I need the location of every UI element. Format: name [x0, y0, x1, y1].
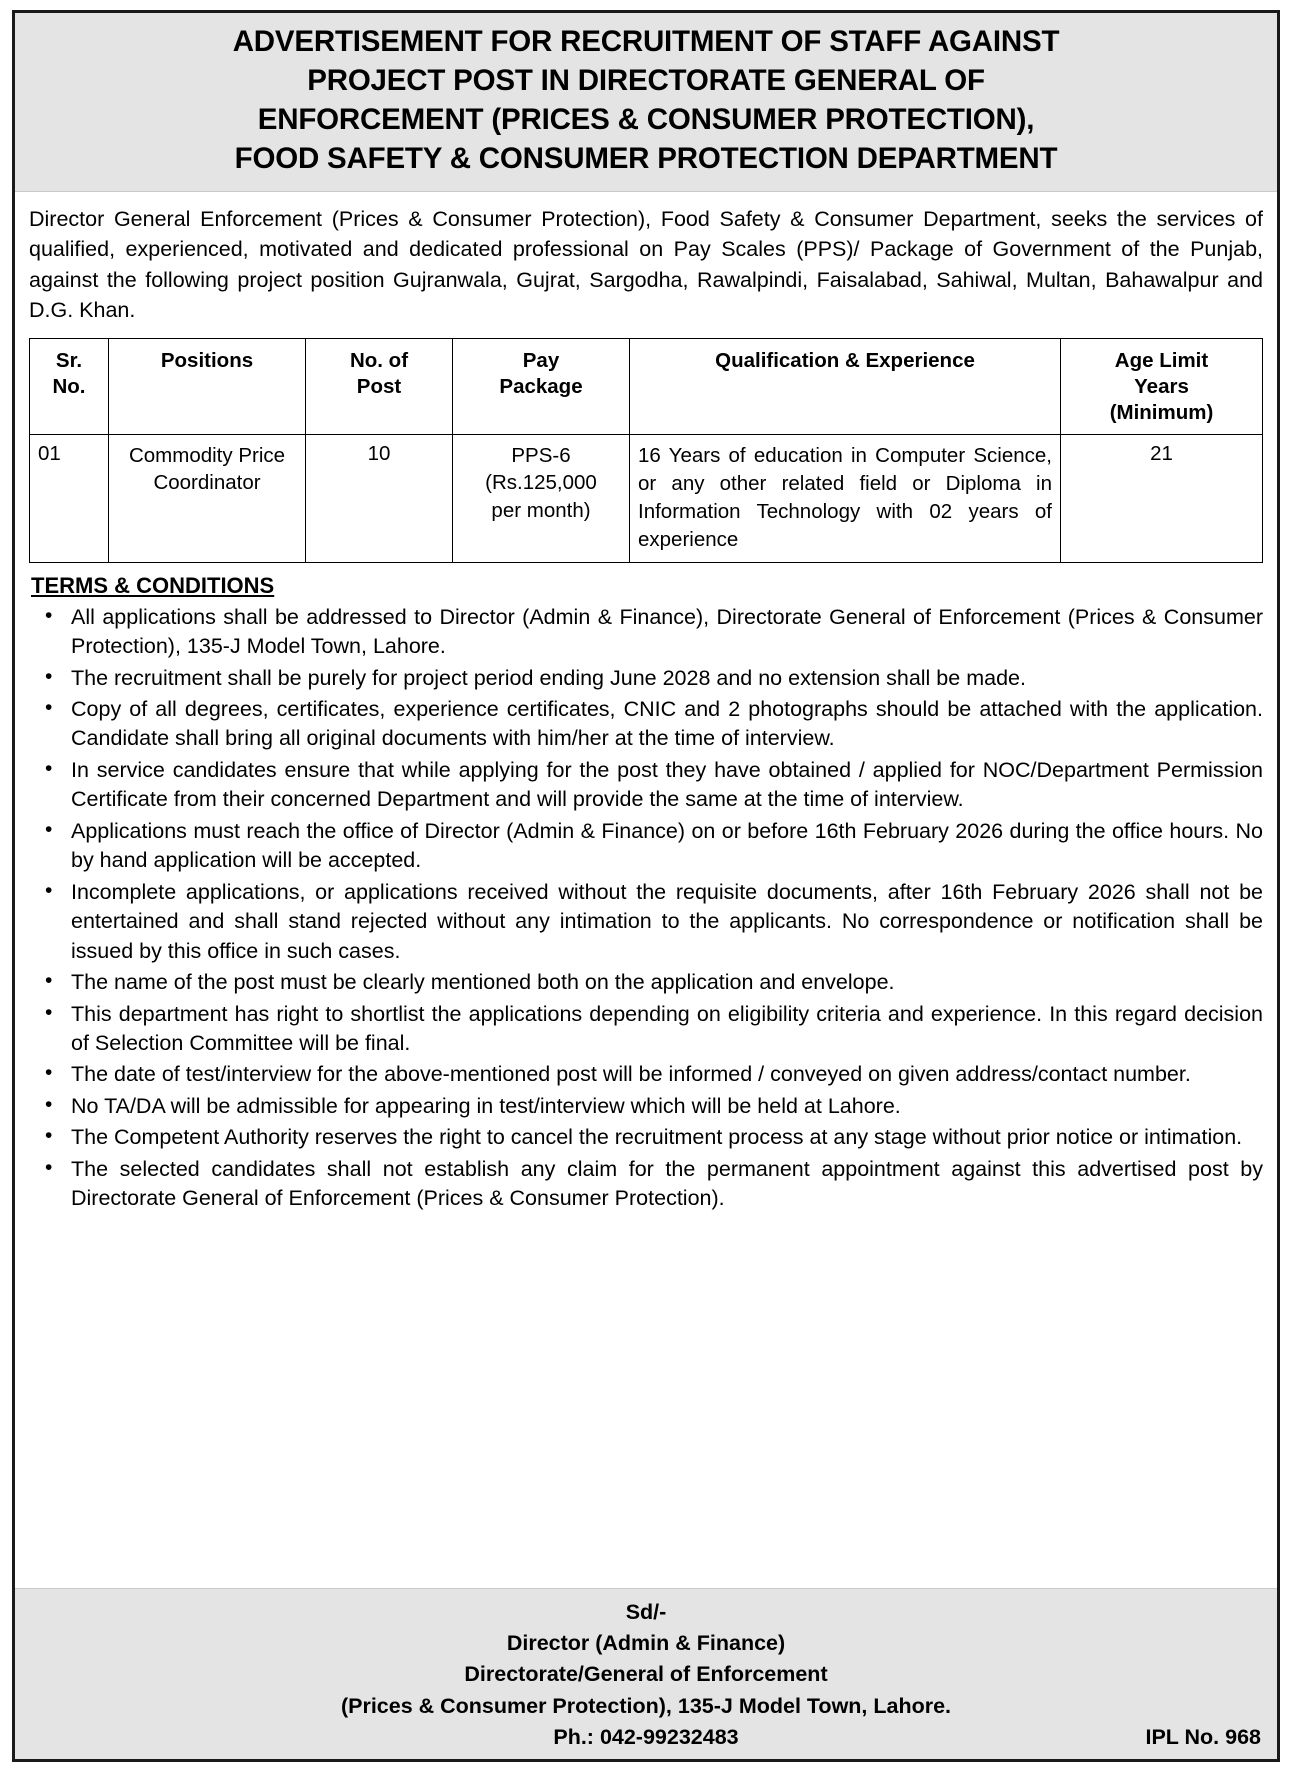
list-item: • In service candidates ensure that while applying for the post they have obtained / applied for NOC/Department Permission Certificate from their concerned Department and will provide the same at the time of interview.	[29, 756, 1263, 815]
header-pay-line1: Pay	[522, 348, 560, 372]
list-item: • This department has right to shortlist the applications depending on eligibility criteria and experience. In this regard decision of Selection Committee will be final.	[29, 1000, 1263, 1059]
header-sr-line1: Sr.	[55, 348, 83, 372]
cell-sr-no: 01	[30, 434, 109, 562]
intro-paragraph: Director General Enforcement (Prices & Consumer Protection), Food Safety & Consumer Department, seeks the services of qualified, experienced, motivated and dedicated professional on Pay Scales (PPS)/ Package of Government of the Punjab, against the following project position Gujranwala, Gujrat, Sargodha, Rawalpindi, Faisalabad, Sahiwal, Multan, Bahawalpur and D.G. Khan.	[29, 206, 1263, 323]
list-item: • All applications shall be addressed to Director (Admin & Finance), Directorate General of Enforcement (Prices & Consumer Protection), 135-J Model Town, Lahore.	[29, 603, 1263, 662]
header-line-3: ENFORCEMENT (PRICES & CONSUMER PROTECTION),	[257, 102, 1035, 136]
cell-qualification: 16 Years of education in Computer Science, or any other related field or Diploma in Information Technology with 02 years of experience	[630, 434, 1061, 562]
header-positions: Positions	[109, 338, 306, 434]
cell-age-limit: 21	[1061, 434, 1263, 562]
signature-block	[15, 1588, 1277, 1759]
cell-position: Commodity Price Coordinator	[109, 434, 306, 562]
list-item: • No TA/DA will be admissible for appearing in test/interview which will be held at Lahore.	[29, 1092, 1263, 1121]
header-line-2: PROJECT POST IN DIRECTORATE GENERAL OF	[307, 63, 985, 97]
list-item: • Copy of all degrees, certificates, experience certificates, CNIC and 2 photographs should be attached with the application. Candidate shall bring all original documents with him/her at the time of interview.	[29, 695, 1263, 754]
header-line-1: ADVERTISEMENT FOR RECRUITMENT OF STAFF AGAINST	[232, 25, 1060, 58]
cell-pay-package	[453, 434, 630, 562]
header-no-line2: Post	[356, 375, 402, 399]
list-item: • The name of the post must be clearly mentioned both on the application and envelope.	[29, 968, 1263, 997]
footer-last-row	[31, 1722, 1261, 1753]
list-item: • Applications must reach the office of Director (Admin & Finance) on or before 16th February 2026 during the office hours. No by hand application will be accepted.	[29, 817, 1263, 876]
list-item: • The date of test/interview for the above-mentioned post will be informed / conveyed on given address/contact number.	[29, 1060, 1263, 1089]
table-header-row	[30, 338, 1263, 434]
header-pay-line2: Package	[499, 375, 583, 399]
signature-sd: Sd/-	[625, 1600, 667, 1625]
list-item: • The recruitment shall be purely for project period ending June 2028 and no extension shall be made.	[29, 664, 1263, 693]
header-age-line2: Years	[1134, 375, 1189, 399]
advertisement-frame	[12, 10, 1280, 1762]
list-item: • Incomplete applications, or applications received without the requisite documents, after 16th February 2026 shall not be entertained and shall stand rejected without any intimation to the applicants. No correspondence or notification shall be issued by this office in such cases.	[29, 878, 1263, 966]
table-row	[30, 434, 1263, 562]
header-line-4: FOOD SAFETY & CONSUMER PROTECTION DEPARTMENT	[234, 141, 1058, 175]
ipl-number: IPL No. 968	[1145, 1724, 1261, 1749]
signature-designation: Director (Admin & Finance)	[506, 1631, 786, 1656]
advertisement-header	[15, 13, 1277, 192]
header-qualification-experience: Qualification & Experience	[630, 338, 1061, 434]
header-sr-line2: No.	[52, 375, 86, 399]
signature-address: (Prices & Consumer Protection), 135-J Model Town, Lahore.	[340, 1693, 952, 1718]
list-item: • The selected candidates shall not establish any claim for the permanent appointment against this advertised post by Directorate General of Enforcement (Prices & Consumer Protection).	[29, 1155, 1263, 1214]
jobs-table	[29, 338, 1263, 563]
header-age-line1: Age Limit	[1114, 348, 1209, 372]
terms-list	[29, 603, 1263, 1214]
contact-phone: Ph.: 042-99232483	[553, 1724, 739, 1749]
jobs-table-wrapper	[15, 330, 1277, 563]
header-sr-no	[30, 338, 109, 434]
header-age-line3: (Minimum)	[1109, 401, 1214, 425]
cell-pay-line2: (Rs.125,000	[485, 471, 597, 495]
header-no-of-post	[306, 338, 453, 434]
cell-pay-line3: per month)	[491, 498, 591, 522]
header-pay-package	[453, 338, 630, 434]
cell-pay-line1: PPS-6	[511, 443, 571, 467]
cell-no-of-post: 10	[306, 434, 453, 562]
signature-office: Directorate/General of Enforcement	[464, 1662, 828, 1687]
header-age-limit	[1061, 338, 1263, 434]
list-item: • The Competent Authority reserves the right to cancel the recruitment process at any stage without prior notice or intimation.	[29, 1123, 1263, 1152]
header-no-line1: No. of	[349, 348, 409, 372]
terms-title: TERMS & CONDITIONS	[31, 572, 275, 598]
terms-section	[15, 563, 1277, 1581]
